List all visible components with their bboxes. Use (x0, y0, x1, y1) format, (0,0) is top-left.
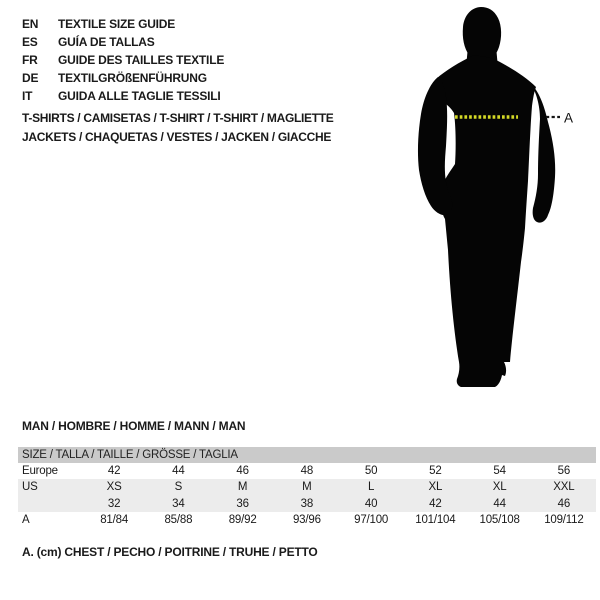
size-cell: M (237, 481, 248, 494)
size-cell: XL (428, 481, 443, 494)
size-cell: XXL (553, 481, 575, 494)
size-cell: 42 (429, 497, 442, 510)
language-code: DE (22, 71, 39, 85)
category-tshirts: T-SHIRTS / CAMISETAS / T-SHIRT / T-SHIRT / MAGLIETTE (22, 111, 334, 125)
language-label: TEXTILGRÖßENFÜHRUNG (58, 71, 207, 85)
size-cell: 44 (172, 465, 185, 477)
size-cell: 42 (107, 465, 121, 477)
language-row-fr (22, 51, 224, 69)
table-row-europe (18, 463, 596, 479)
size-cell: L (368, 481, 375, 494)
row-label: A (22, 513, 30, 526)
size-cell: 46 (557, 497, 571, 510)
man-silhouette-svg (400, 0, 600, 400)
size-cell: 101/104 (415, 513, 456, 526)
size-cell: 97/100 (354, 513, 389, 526)
size-cell: 32 (107, 497, 121, 510)
size-cell: 109/112 (544, 513, 584, 526)
section-title-man: MAN / HOMBRE / HOMME / MANN / MAN (22, 419, 246, 433)
size-cell: 105/108 (479, 513, 520, 526)
size-cell: 48 (300, 465, 314, 477)
size-cell: XS (106, 481, 122, 494)
size-cell: 54 (493, 465, 506, 477)
category-jackets: JACKETS / CHAQUETAS / VESTES / JACKEN / GIACCHE (22, 130, 332, 144)
table-row-us-letter (18, 479, 596, 495)
language-code: IT (22, 89, 33, 103)
size-cell: 85/88 (164, 513, 193, 526)
man-silhouette-figure (400, 0, 600, 400)
size-cell: M (302, 481, 312, 494)
language-row-de (22, 69, 224, 87)
size-table-header: SIZE / TALLA / TAILLE / GRÖSSE / TAGLIA (18, 447, 596, 463)
language-row-it (22, 87, 224, 105)
size-cell: 56 (557, 465, 571, 477)
category-lines (22, 109, 334, 147)
size-cell: S (174, 481, 183, 494)
table-row-chest-cm (18, 512, 596, 528)
language-code: FR (22, 53, 38, 67)
language-row-en (22, 15, 224, 33)
size-cell: 38 (300, 497, 314, 510)
language-row-es (22, 33, 224, 51)
row-label (18, 496, 82, 512)
size-cell: 40 (364, 497, 378, 510)
size-cell: 44 (493, 497, 506, 510)
measurement-footnote: A. (cm) CHEST / PECHO / POITRINE / TRUHE / PETTO (22, 545, 318, 559)
size-cell: 46 (236, 465, 249, 477)
size-cell: 81/84 (100, 513, 129, 526)
size-cell: 89/92 (228, 513, 257, 526)
size-table (18, 447, 596, 528)
language-list (22, 15, 224, 105)
size-cell: 34 (172, 497, 185, 510)
size-cell: 52 (429, 465, 442, 477)
size-cell: 50 (364, 465, 378, 477)
row-label: US (22, 481, 38, 494)
language-label: TEXTILE SIZE GUIDE (58, 17, 176, 31)
language-label: GUIDA ALLE TAGLIE TESSILI (58, 89, 221, 103)
language-code: EN (22, 17, 39, 31)
language-label: GUÍA DE TALLAS (58, 35, 155, 49)
size-cell: 36 (236, 497, 249, 510)
row-label: Europe (22, 465, 58, 477)
size-cell: 93/96 (292, 513, 321, 526)
measure-label-a: A (564, 110, 574, 126)
table-row-us-numeric (18, 496, 596, 512)
language-code: ES (22, 35, 38, 49)
size-cell: XL (492, 481, 507, 494)
language-label: GUIDE DES TAILLES TEXTILE (58, 53, 225, 67)
silhouette-right-arm (531, 84, 555, 223)
